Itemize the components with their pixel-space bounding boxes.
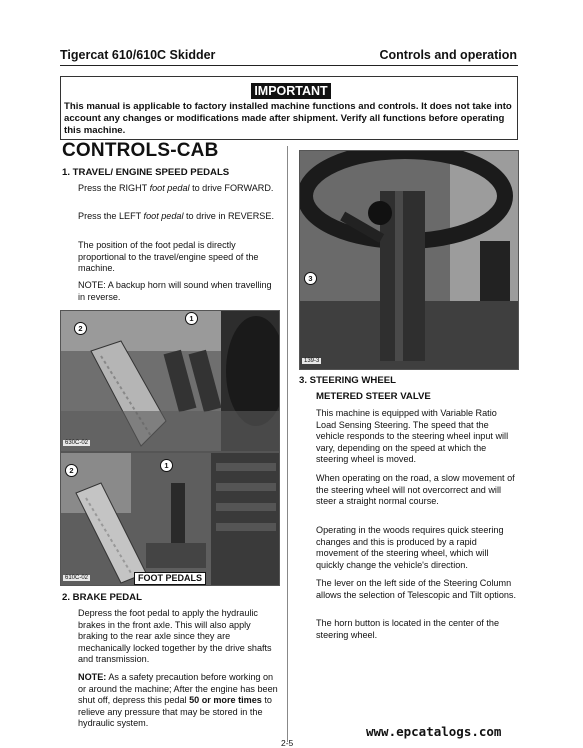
- item2-note: NOTE: As a safety precaution before working on or around the machine; After the engine has been shut off, depress this pedal 50 or more times to relieve any pressure that may be stored in the hydraulic system.: [78, 672, 278, 728]
- photo-steering-wheel: [299, 150, 519, 370]
- header-left: Tigercat 610/610C Skidder: [60, 48, 216, 62]
- section-title: CONTROLS-CAB: [62, 140, 219, 161]
- column-divider: [287, 146, 288, 742]
- item2-p1: Depress the foot pedal to apply the hydraulic brakes in the front axle. This will also apply braking to the rear axle since they are mechanically locked together by the drive shafts and transmission.: [78, 608, 272, 664]
- callout-2-photo2: 2: [65, 464, 78, 477]
- callout-3-photo3: 3: [304, 272, 317, 285]
- item3-p2: When operating on the road, a slow movement of the steering wheel will not overcorrect and will steer a straight normal course.: [316, 473, 515, 506]
- item1-p2: Press the LEFT foot pedal to drive in REVERSE.: [78, 211, 274, 221]
- item2-heading: 2. BRAKE PEDAL: [62, 592, 142, 603]
- item3-p4: The lever on the left side of the Steering Column allows the selection of Telescopic and Tilt options.: [316, 578, 517, 600]
- photo1-caption: 630C-02: [65, 440, 89, 446]
- photo-pedals-1-art: [61, 311, 279, 451]
- photo3-caption: 139-3: [304, 358, 320, 364]
- item3-heading: 3. STEERING WHEEL: [299, 375, 397, 386]
- header-rule: [60, 65, 518, 66]
- photo-pedals-2-art: [61, 453, 279, 585]
- item1-p1: Press the RIGHT foot pedal to drive FORWARD.: [78, 183, 274, 193]
- photo-steering-wheel-art: [300, 151, 518, 369]
- important-title: IMPORTANT: [251, 83, 331, 99]
- callout-1-photo1: 1: [185, 312, 198, 325]
- photo2-caption: 610C-02: [65, 575, 89, 581]
- callout-2-photo1: 2: [74, 322, 87, 335]
- item3-p3: Operating in the woods requires quick steering changes and this is produced by a rapid movement of the steering wheel, which will quickly change the vehicle's direction.: [316, 525, 504, 570]
- footer-url: www.epcatalogs.com: [366, 724, 502, 739]
- foot-pedals-label: FOOT PEDALS: [134, 572, 206, 585]
- item3-p1: This machine is equipped with Variable Ratio Load Sensing Steering. The speed that the vehicle responds to the steering wheel input will vary, depending on the speed at which the steering wheel is moved.: [316, 408, 509, 464]
- callout-1-photo2: 1: [160, 459, 173, 472]
- item1-note: NOTE: A backup horn will sound when travelling in reverse.: [78, 280, 272, 302]
- item3-p5: The horn button is located in the center of the steering wheel.: [316, 618, 500, 640]
- important-text: This manual is applicable to factory installed machine functions and controls. It does not take into account any changes or modifications made after shipment. Verify all functions before operating this machine.: [64, 101, 512, 136]
- photo-pedals-1: [60, 310, 280, 452]
- item3-subheading: METERED STEER VALVE: [316, 391, 431, 402]
- item1-p3: The position of the foot pedal is directly proportional to the travel/engine speed of the machine.: [78, 240, 259, 273]
- item1-heading: 1. TRAVEL/ ENGINE SPEED PEDALS: [62, 167, 230, 178]
- header-right: Controls and operation: [379, 48, 517, 62]
- photo-pedals-2: [60, 452, 280, 586]
- page-number: 2-5: [281, 738, 294, 748]
